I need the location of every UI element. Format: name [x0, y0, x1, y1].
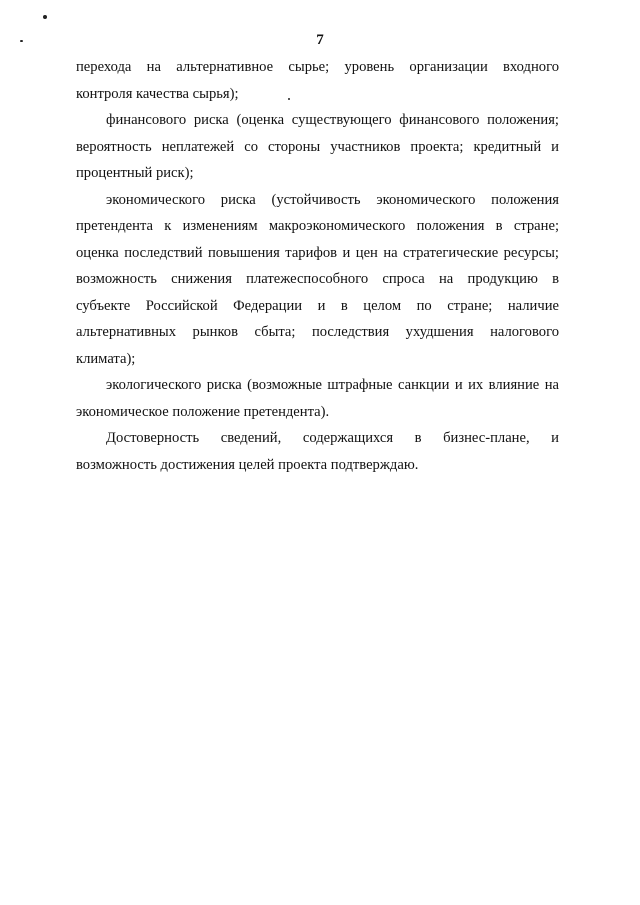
text-line: претендента к изменениям макроэкономического положения в стране; — [76, 218, 559, 234]
text-line: перехода на альтернативное сырье; уровень организации входного — [76, 59, 559, 75]
paragraph-confirmation — [76, 425, 559, 478]
text-line: субъекте Российской Федерации и в целом по стране; наличие — [76, 297, 559, 314]
text-line: Достоверность сведений, содержащихся в бизнес-плане, и — [106, 430, 559, 446]
text-line: альтернативных рынков сбыта; последствия ухудшения налогового — [76, 324, 559, 340]
page-number: 7 — [316, 32, 324, 48]
text-line: экологического риска (возможные штрафные санкции и их влияние на — [106, 377, 559, 393]
text-line: возможность снижения платежеспособного спроса на продукцию в — [76, 271, 559, 287]
text-line: экономического риска (устойчивость экономического положения — [106, 191, 559, 208]
text-line: процентный риск); — [76, 165, 194, 181]
text-line: оценка последствий повышения тарифов и цен на стратегические ресурсы; — [76, 244, 559, 261]
text-line: экономическое положение претендента). — [76, 403, 330, 420]
text-line: возможность достижения целей проекта подтверждаю. — [76, 456, 419, 473]
text-line: климата); — [76, 350, 136, 367]
paragraph-economic-risk — [76, 187, 559, 373]
paragraph-financial-risk — [76, 107, 559, 187]
document-body — [76, 54, 559, 478]
scan-speck — [43, 15, 47, 19]
text-line: контроля качества сырья); — [76, 85, 239, 102]
text-line: вероятность неплатежей со стороны участников проекта; кредитный и — [76, 138, 559, 155]
paragraph-raw-material — [76, 54, 559, 107]
paragraph-ecological-risk — [76, 372, 559, 425]
text-line: финансового риска (оценка существующего финансового положения; — [106, 112, 559, 128]
